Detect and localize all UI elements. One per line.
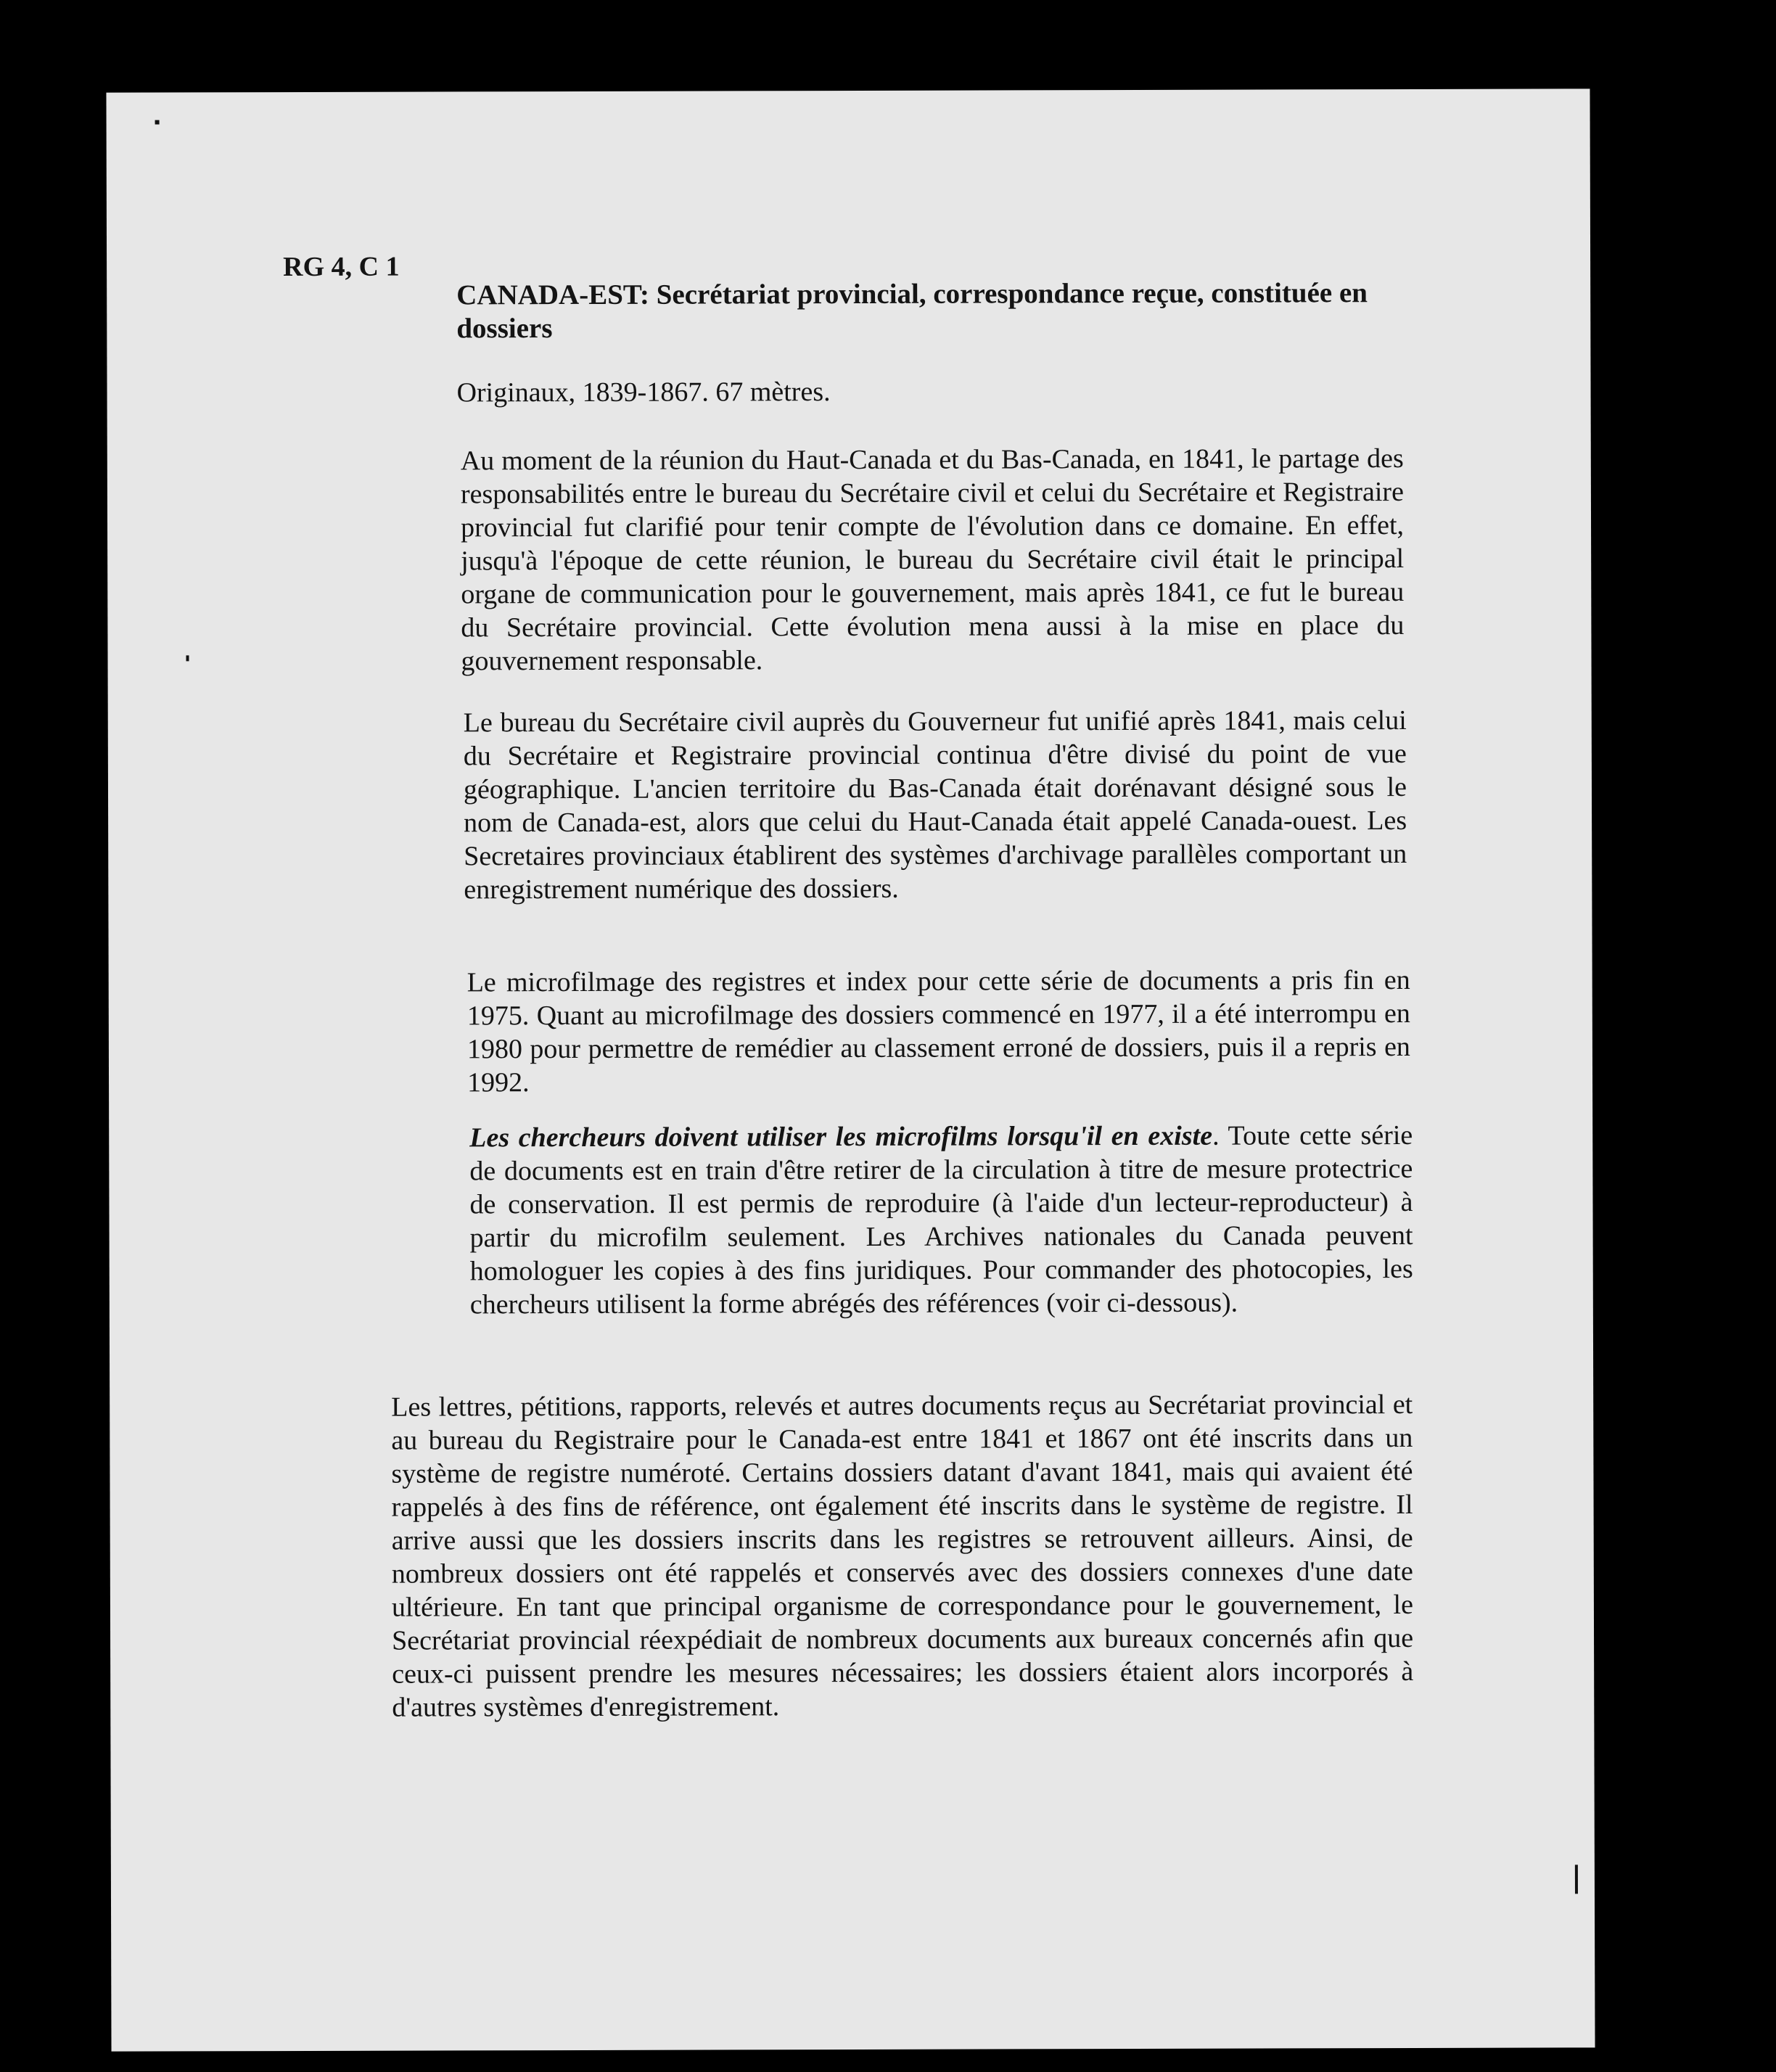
scan-speck — [186, 655, 189, 661]
paragraph-access — [469, 1119, 1413, 1321]
scan-speck — [1575, 1865, 1578, 1894]
scan-speck — [155, 120, 160, 124]
document-title: CANADA-EST: Secrétariat provincial, correspondance reçue, constituée en dossiers — [456, 277, 1368, 345]
paragraph-history: Au moment de la réunion du Haut-Canada et du Bas-Canada, en 1841, le partage des responsabilités entre le bureau du Secrétaire civil et celui du Secrétaire et Registraire provincial fut clarifié pour tenir compte de l'évolution dans ce domaine. En effet, jusqu'à l'époque de cette réunion, le bureau du Secrétaire civil était le principal organe de communication pour le gouvernement, mais après 1841, ce fut le bureau du Secrétaire provincial. Cette évolution mena aussi à la mise en place du gouvernement responsable. — [460, 443, 1405, 677]
paragraph-microfilming: Le microfilmage des registres et index pour cette série de documents a pris fin en 1975. Quant au microfilmage des dossiers commencé en 1977, il a été interrompu en 1980 pour permettre de remédier au classement erroné de dossiers, puis il a repris en 1992. — [466, 964, 1410, 1098]
paragraph-registry: Les lettres, pétitions, rapports, relevés et autres documents reçus au Secrétariat provincial et au bureau du Registraire pour le Canada-est entre 1841 et 1867 ont été inscrits dans un système de registre numéroté. Certains dossiers datant d'avant 1841, mais qui avaient été rappelés à des fins de référence, ont également été inscrits dans le système de registre. Il arrive aussi que les dossiers inscrits dans les registres se retrouvent ailleurs. Ainsi, de nombreux dossiers ont été rappelés et conservés avec des dossiers connexes d'une date ultérieure. En tant que principal organisme de correspondance pour le gouvernement, le Secrétariat provincial réexpédiait de nombreux documents aux bureaux concernés afin que ceux-ci puissent prendre les mesures nécessaires; les dossiers étaient alors incorporés à d'autres systèmes d'enregistrement. — [391, 1389, 1414, 1723]
reference-code: RG 4, C 1 — [283, 251, 400, 283]
access-emphasis: Les chercheurs doivent utiliser les microfilms lorsqu'il en existe — [469, 1120, 1213, 1154]
paragraph-organization: Le bureau du Secrétaire civil auprès du Gouverneur fut unifié après 1841, mais celui du Secrétaire et Registraire provincial continua d'être divisé du point de vue géographique. L'ancien territoire du Bas-Canada était dorénavant désigné sous le nom de Canada-est, alors que celui du Haut-Canada était appelé Canada-ouest. Les Secretaires provinciaux établirent des systèmes d'archivage parallèles comportant un enregistrement numérique des dossiers. — [463, 704, 1407, 905]
extent-line: Originaux, 1839-1867. 67 mètres. — [456, 377, 831, 408]
access-text: . Toute cette série de documents est en train d'être retirer de la circulation à titre de mesure protectrice de conservation. Il est permis de reproduire (à l'aide d'un lecteur-reproducteur) à partir du microfilm seulement. Les Archives nationales du Canada peuvent homologuer les copies à des fins juridiques. Pour commander des photocopies, les chercheurs utilisent la forme abrégés des références (voir ci-dessous). — [469, 1119, 1413, 1320]
document-page — [106, 89, 1595, 2051]
